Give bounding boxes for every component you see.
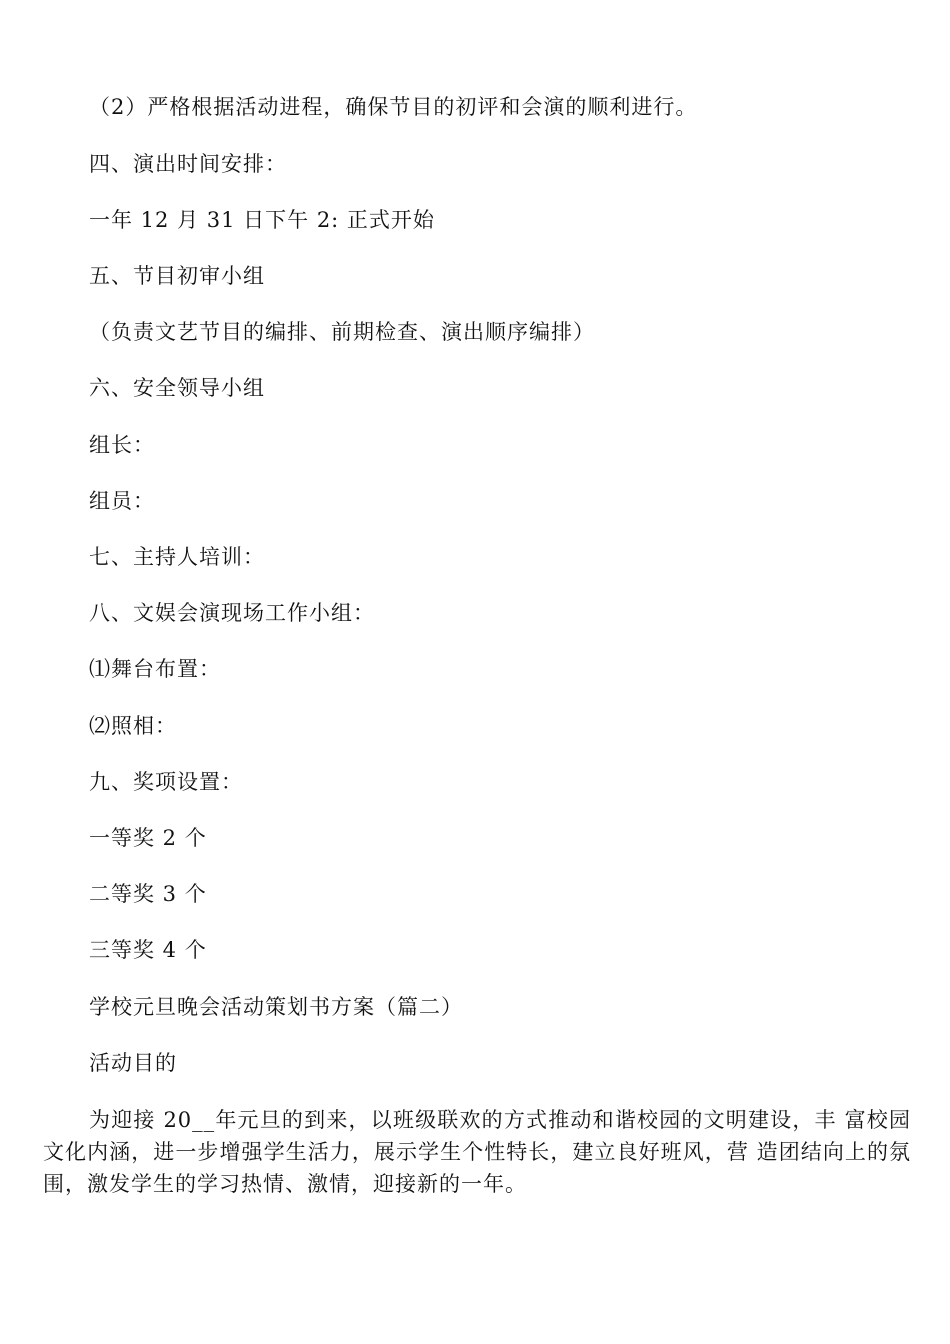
doc-line-13: 九、奖项设置： — [89, 770, 243, 794]
doc-line-5: （负责文艺节目的编排、前期检查、演出顺序编排） — [89, 320, 595, 344]
doc-line-15: 二等奖 3 个 — [89, 882, 207, 906]
doc-line-9: 七、主持人培训： — [89, 545, 265, 569]
doc-section-title: 学校元旦晚会活动策划书方案（篇二） — [89, 995, 463, 1019]
doc-line-3: 一年 12 月 31 日下午 2: 正式开始 — [89, 208, 435, 232]
doc-line-14: 一等奖 2 个 — [89, 826, 207, 850]
doc-subheading: 活动目的 — [89, 1051, 177, 1075]
doc-line-11: ⑴舞台布置： — [89, 657, 221, 681]
doc-paragraph: 为迎接 20__年元旦的到来，以班级联欢的方式推动和谐校园的文明建设，丰 富校园文化内涵，进一步增强学生活力，展示学生个性特长，建立良好班风，营 造团结向上的氛围，激发学生的学习热情、激情，迎接新的一年。 — [43, 1108, 911, 1196]
doc-line-1: （2）严格根据活动进程，确保节目的初评和会演的顺利进行。 — [89, 95, 698, 119]
doc-line-16: 三等奖 4 个 — [89, 938, 207, 962]
doc-line-7: 组长： — [89, 433, 155, 457]
doc-line-10: 八、文娱会演现场工作小组： — [89, 601, 375, 625]
doc-line-12: ⑵照相： — [89, 714, 177, 738]
doc-line-8: 组员： — [89, 489, 155, 513]
doc-line-4: 五、节目初审小组 — [89, 264, 265, 288]
doc-line-2: 四、演出时间安排： — [89, 152, 287, 176]
doc-line-6: 六、安全领导小组 — [89, 376, 265, 400]
